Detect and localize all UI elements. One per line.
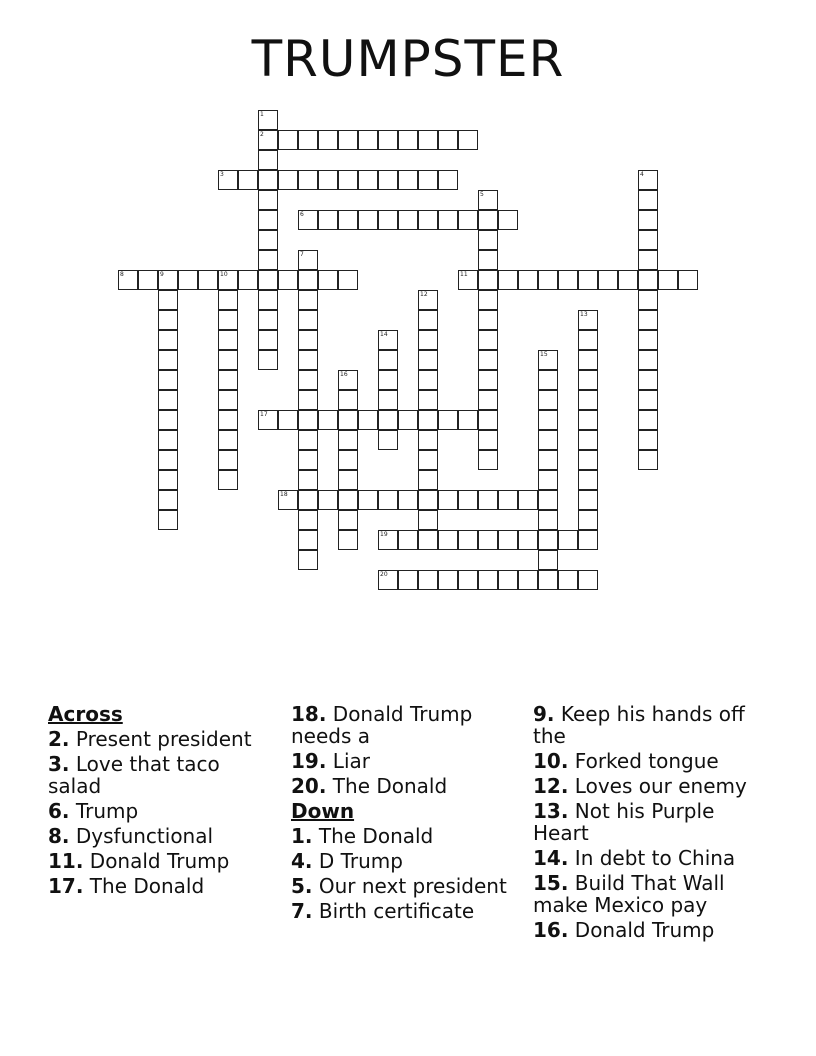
clue-across-6: 6. Trump [48,799,139,823]
grid-cell[interactable] [158,510,178,530]
grid-cell[interactable] [378,490,398,510]
grid-cell[interactable] [218,390,238,410]
grid-cell[interactable] [518,490,538,510]
cell-number: 19 [380,531,388,538]
grid-cell[interactable] [438,490,458,510]
clue-across-18: 18. Donald Trump needs a [291,702,473,748]
grid-cell[interactable] [318,490,338,510]
grid-cell[interactable] [478,310,498,330]
clue-down-13: 13. Not his Purple Heart [533,799,715,845]
grid-cell[interactable] [678,270,698,290]
grid-cell[interactable] [578,370,598,390]
grid-cell[interactable] [658,270,678,290]
grid-cell[interactable] [638,170,658,190]
grid-cell[interactable] [538,350,558,370]
grid-cell[interactable] [418,350,438,370]
grid-cell[interactable] [298,510,318,530]
grid-cell[interactable] [338,210,358,230]
grid-cell[interactable] [298,270,318,290]
grid-cell[interactable] [578,450,598,470]
grid-cell[interactable] [298,130,318,150]
grid-cell[interactable] [458,570,478,590]
grid-cell[interactable] [318,130,338,150]
grid-cell[interactable] [358,130,378,150]
grid-cell[interactable] [418,410,438,430]
grid-cell[interactable] [298,410,318,430]
grid-cell[interactable] [278,410,298,430]
grid-cell[interactable] [418,570,438,590]
grid-cell[interactable] [578,470,598,490]
grid-cell[interactable] [258,150,278,170]
grid-cell[interactable] [478,190,498,210]
grid-cell[interactable] [298,170,318,190]
grid-cell[interactable] [158,270,178,290]
clues-column-2 [291,703,521,925]
grid-cell[interactable] [258,270,278,290]
grid-cell[interactable] [298,350,318,370]
grid-cell[interactable] [158,450,178,470]
grid-cell[interactable] [578,350,598,370]
grid-cell[interactable] [338,430,358,450]
grid-cell[interactable] [378,130,398,150]
grid-cell[interactable] [338,130,358,150]
grid-cell[interactable] [278,130,298,150]
grid-cell[interactable] [298,250,318,270]
grid-cell[interactable] [198,270,218,290]
grid-cell[interactable] [638,230,658,250]
grid-cell[interactable] [278,170,298,190]
grid-cell[interactable] [158,350,178,370]
grid-cell[interactable] [418,470,438,490]
cell-number: 3 [220,171,224,178]
grid-cell[interactable] [218,370,238,390]
grid-cell[interactable] [438,410,458,430]
grid-cell[interactable] [398,530,418,550]
cell-number: 10 [220,271,228,278]
grid-cell[interactable] [478,250,498,270]
grid-cell[interactable] [378,370,398,390]
grid-cell[interactable] [258,190,278,210]
clue-across-2: 2. Present president [48,727,252,751]
grid-cell[interactable] [258,250,278,270]
grid-cell[interactable] [378,210,398,230]
grid-cell[interactable] [258,410,278,430]
cell-number: 18 [280,491,288,498]
grid-cell[interactable] [498,570,518,590]
grid-cell[interactable] [218,270,238,290]
grid-cell[interactable] [218,350,238,370]
cell-number: 20 [380,571,388,578]
grid-cell[interactable] [578,510,598,530]
grid-cell[interactable] [478,270,498,290]
grid-cell[interactable] [598,270,618,290]
grid-cell[interactable] [378,570,398,590]
clue-down-14: 14. In debt to China [533,846,736,870]
grid-cell[interactable] [338,510,358,530]
cell-number: 13 [580,311,588,318]
grid-cell[interactable] [418,530,438,550]
grid-cell[interactable] [478,330,498,350]
grid-cell[interactable] [298,330,318,350]
grid-cell[interactable] [298,430,318,450]
grid-cell[interactable] [298,550,318,570]
clue-down-5: 5. Our next president [291,874,507,898]
grid-cell[interactable] [418,450,438,470]
clue-across-17: 17. The Donald [48,874,205,898]
grid-cell[interactable] [458,210,478,230]
clue-down-4: 4. D Trump [291,849,403,873]
clue-across-8: 8. Dysfunctional [48,824,214,848]
grid-cell[interactable] [298,450,318,470]
grid-cell[interactable] [218,170,238,190]
clue-down-15: 15. Build That Wall make Mexico pay [533,871,725,917]
grid-cell[interactable] [258,110,278,130]
clue-across-11: 11. Donald Trump [48,849,230,873]
cell-number: 8 [120,271,124,278]
grid-cell[interactable] [638,390,658,410]
grid-cell[interactable] [478,230,498,250]
cell-number: 15 [540,351,548,358]
grid-cell[interactable] [418,210,438,230]
grid-cell[interactable] [338,270,358,290]
grid-cell[interactable] [298,390,318,410]
grid-cell[interactable] [278,270,298,290]
grid-cell[interactable] [318,270,338,290]
grid-cell[interactable] [538,570,558,590]
grid-cell[interactable] [578,330,598,350]
clue-down-7: 7. Birth certificate [291,899,475,923]
grid-cell[interactable] [458,270,478,290]
grid-cell[interactable] [478,370,498,390]
grid-cell[interactable] [498,210,518,230]
grid-cell[interactable] [578,410,598,430]
grid-cell[interactable] [258,330,278,350]
grid-cell[interactable] [318,210,338,230]
clue-down-10: 10. Forked tongue [533,749,719,773]
grid-cell[interactable] [418,430,438,450]
grid-cell[interactable] [578,530,598,550]
grid-cell[interactable] [218,290,238,310]
grid-cell[interactable] [638,350,658,370]
grid-cell[interactable] [158,370,178,390]
grid-cell[interactable] [158,470,178,490]
cell-number: 5 [480,191,484,198]
grid-cell[interactable] [258,230,278,250]
grid-cell[interactable] [158,290,178,310]
grid-cell[interactable] [298,530,318,550]
grid-cell[interactable] [158,310,178,330]
grid-cell[interactable] [398,170,418,190]
cell-number: 14 [380,331,388,338]
cell-number: 17 [260,411,268,418]
grid-cell[interactable] [258,350,278,370]
grid-cell[interactable] [438,570,458,590]
grid-cell[interactable] [558,570,578,590]
grid-cell[interactable] [218,410,238,430]
grid-cell[interactable] [518,530,538,550]
cell-number: 12 [420,291,428,298]
grid-cell[interactable] [378,170,398,190]
grid-cell[interactable] [378,330,398,350]
grid-cell[interactable] [338,450,358,470]
grid-cell[interactable] [298,210,318,230]
grid-cell[interactable] [298,490,318,510]
grid-cell[interactable] [418,290,438,310]
grid-cell[interactable] [398,410,418,430]
grid-cell[interactable] [418,390,438,410]
cell-number: 9 [160,271,164,278]
grid-cell[interactable] [478,570,498,590]
grid-cell[interactable] [538,470,558,490]
grid-cell[interactable] [218,450,238,470]
cell-number: 7 [300,251,304,258]
grid-cell[interactable] [478,290,498,310]
grid-cell[interactable] [638,450,658,470]
grid-cell[interactable] [478,530,498,550]
across-heading: Across [48,702,123,726]
puzzle-title: TRUMPSTER [251,30,565,88]
grid-cell[interactable] [298,370,318,390]
grid-cell[interactable] [418,370,438,390]
grid-cell[interactable] [638,410,658,430]
grid-cell[interactable] [498,270,518,290]
grid-cell[interactable] [378,430,398,450]
cell-number: 16 [340,371,348,378]
grid-cell[interactable] [538,370,558,390]
grid-cell[interactable] [378,530,398,550]
grid-cell[interactable] [218,330,238,350]
grid-cell[interactable] [418,510,438,530]
grid-cell[interactable] [558,530,578,550]
grid-cell[interactable] [338,470,358,490]
cell-number: 4 [640,171,644,178]
grid-cell[interactable] [458,410,478,430]
cell-number: 11 [460,271,468,278]
grid-cell[interactable] [638,430,658,450]
grid-cell[interactable] [158,330,178,350]
grid-cell[interactable] [578,570,598,590]
grid-cell[interactable] [358,410,378,430]
grid-cell[interactable] [578,490,598,510]
grid-cell[interactable] [398,210,418,230]
grid-cell[interactable] [158,390,178,410]
grid-cell[interactable] [538,510,558,530]
grid-cell[interactable] [638,310,658,330]
grid-cell[interactable] [638,370,658,390]
grid-cell[interactable] [638,290,658,310]
grid-cell[interactable] [418,490,438,510]
grid-cell[interactable] [398,570,418,590]
cell-number: 6 [300,211,304,218]
grid-cell[interactable] [638,330,658,350]
grid-cell[interactable] [538,270,558,290]
grid-cell[interactable] [238,270,258,290]
grid-cell[interactable] [178,270,198,290]
grid-cell[interactable] [638,250,658,270]
grid-cell[interactable] [298,310,318,330]
clue-down-1: 1. The Donald [291,824,434,848]
clue-down-12: 12. Loves our enemy [533,774,747,798]
grid-cell[interactable] [478,350,498,370]
grid-cell[interactable] [158,430,178,450]
grid-cell[interactable] [538,390,558,410]
down-heading: Down [291,799,355,823]
grid-cell[interactable] [258,210,278,230]
grid-cell[interactable] [298,470,318,490]
cell-number: 2 [260,131,264,138]
grid-cell[interactable] [538,490,558,510]
grid-cell[interactable] [438,210,458,230]
grid-cell[interactable] [398,130,418,150]
grid-cell[interactable] [338,170,358,190]
grid-cell[interactable] [158,410,178,430]
grid-cell[interactable] [378,390,398,410]
grid-cell[interactable] [278,490,298,510]
clue-across-3: 3. Love that taco salad [48,752,220,798]
grid-cell[interactable] [638,270,658,290]
clue-down-9: 9. Keep his hands off the [533,702,745,748]
grid-cell[interactable] [478,390,498,410]
grid-cell[interactable] [258,130,278,150]
grid-cell[interactable] [358,210,378,230]
grid-cell[interactable] [218,310,238,330]
grid-cell[interactable] [158,490,178,510]
grid-cell[interactable] [438,530,458,550]
grid-cell[interactable] [418,130,438,150]
grid-cell[interactable] [498,530,518,550]
grid-cell[interactable] [538,410,558,430]
grid-cell[interactable] [578,390,598,410]
grid-cell[interactable] [618,270,638,290]
grid-cell[interactable] [578,430,598,450]
grid-cell[interactable] [258,170,278,190]
grid-cell[interactable] [498,490,518,510]
grid-cell[interactable] [458,490,478,510]
grid-cell[interactable] [538,550,558,570]
clue-across-20: 20. The Donald [291,774,448,798]
grid-cell[interactable] [518,570,538,590]
grid-cell[interactable] [338,530,358,550]
grid-cell[interactable] [418,330,438,350]
grid-cell[interactable] [318,410,338,430]
grid-cell[interactable] [338,490,358,510]
grid-cell[interactable] [338,390,358,410]
grid-cell[interactable] [578,310,598,330]
grid-cell[interactable] [558,270,578,290]
grid-cell[interactable] [338,370,358,390]
grid-cell[interactable] [478,450,498,470]
grid-cell[interactable] [378,350,398,370]
grid-cell[interactable] [358,170,378,190]
grid-cell[interactable] [358,490,378,510]
grid-cell[interactable] [578,270,598,290]
grid-cell[interactable] [118,270,138,290]
grid-cell[interactable] [478,430,498,450]
clue-down-16: 16. Donald Trump [533,918,715,942]
grid-cell[interactable] [478,210,498,230]
grid-cell[interactable] [458,130,478,150]
grid-cell[interactable] [438,170,458,190]
clues-column-3 [533,703,763,944]
grid-cell[interactable] [438,130,458,150]
grid-cell[interactable] [398,490,418,510]
clue-across-19: 19. Liar [291,749,370,773]
grid-cell[interactable] [258,310,278,330]
clues-column-1 [48,703,278,900]
grid-cell[interactable] [218,430,238,450]
cell-number: 1 [260,111,264,118]
grid-cell[interactable] [418,310,438,330]
grid-cell[interactable] [638,210,658,230]
grid-cell[interactable] [538,430,558,450]
grid-cell[interactable] [338,410,358,430]
grid-cell[interactable] [538,450,558,470]
grid-cell[interactable] [318,170,338,190]
grid-cell[interactable] [538,530,558,550]
grid-cell[interactable] [518,270,538,290]
grid-cell[interactable] [258,290,278,310]
grid-cell[interactable] [478,410,498,430]
grid-cell[interactable] [458,530,478,550]
grid-cell[interactable] [138,270,158,290]
grid-cell[interactable] [218,470,238,490]
grid-cell[interactable] [478,490,498,510]
grid-cell[interactable] [418,170,438,190]
grid-cell[interactable] [378,410,398,430]
grid-cell[interactable] [298,290,318,310]
grid-cell[interactable] [238,170,258,190]
grid-cell[interactable] [638,190,658,210]
